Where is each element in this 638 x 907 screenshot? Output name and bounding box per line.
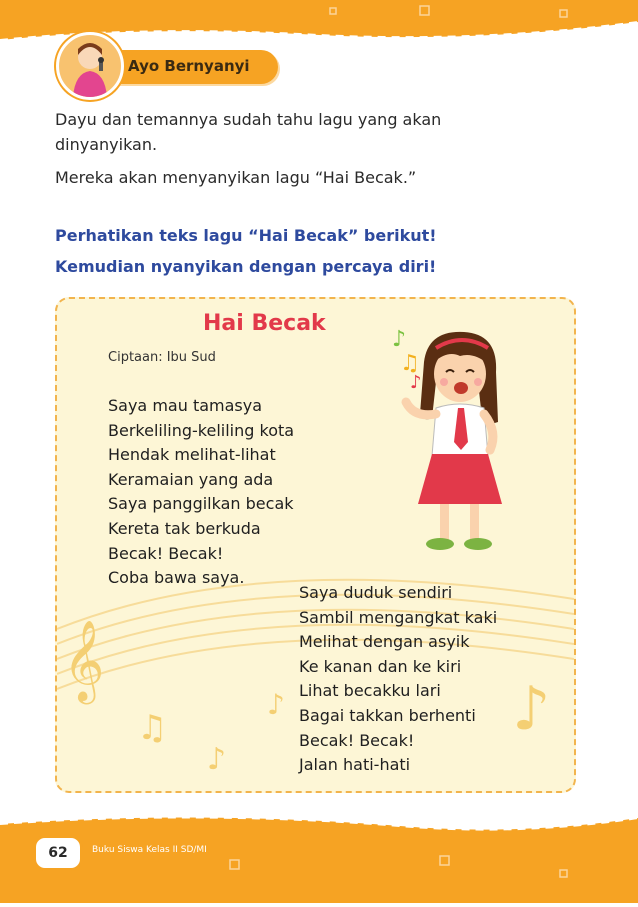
- singer-avatar: [56, 32, 124, 100]
- song-author: Ciptaan: Ibu Sud: [108, 350, 216, 365]
- instruction-line-2: Kemudian nyanyikan dengan percaya diri!: [55, 257, 437, 276]
- lyric-line: Saya duduk sendiri: [299, 583, 453, 602]
- lyric-line: Sambil mengangkat kaki: [299, 607, 498, 627]
- page-number: 62: [33, 835, 83, 871]
- song-verse-1: [108, 394, 294, 591]
- lyric-line: Kereta tak berkuda: [108, 518, 261, 538]
- svg-text:♫: ♫: [137, 708, 168, 748]
- page-footer: [0, 810, 638, 903]
- svg-text:♫: ♫: [400, 351, 420, 376]
- section-header-badge: [112, 50, 278, 84]
- intro-line-3: Mereka akan menyanyikan lagu “Hai Becak.”: [55, 168, 417, 187]
- intro-line-2: dinyanyikan.: [55, 135, 158, 154]
- song-verse-2: [299, 581, 497, 778]
- singing-girl-illustration: [378, 322, 518, 576]
- svg-text:♪: ♪: [392, 327, 407, 352]
- lyric-line: Jalan hati-hati: [299, 755, 411, 775]
- lyric-line: Coba bawa saya.: [108, 568, 245, 588]
- lyric-line: Hendak melihat-lihat: [108, 445, 276, 465]
- svg-text:𝄞: 𝄞: [63, 619, 105, 701]
- lyric-line: Becak! Becak!: [108, 543, 224, 563]
- svg-text:♪: ♪: [267, 688, 285, 721]
- song-title: Hai Becak: [203, 311, 326, 336]
- lyric-line: Becak! Becak!: [299, 730, 415, 750]
- svg-text:♪: ♪: [207, 742, 227, 777]
- lyric-line: Lihat becakku lari: [299, 681, 441, 701]
- lyric-line: Saya mau tamasya: [108, 396, 263, 415]
- lyric-line: Ke kanan dan ke kiri: [299, 656, 462, 676]
- lyric-line: Bagai takkan berhenti: [299, 705, 476, 725]
- svg-text:♪: ♪: [410, 372, 422, 393]
- intro-line-1: Dayu dan temannya sudah tahu lagu yang akan: [55, 110, 442, 129]
- lyric-line: Saya panggilkan becak: [108, 494, 294, 514]
- lyric-line: Melihat dengan asyik: [299, 632, 470, 652]
- lyric-line: Berkeliling-keliling kota: [108, 420, 295, 440]
- section-title: Ayo Bernyanyi: [128, 57, 250, 75]
- book-title: Buku Siswa Kelas II SD/MI: [92, 845, 207, 855]
- svg-text:♪: ♪: [512, 674, 551, 744]
- instruction-line-1: Perhatikan teks lagu “Hai Becak” berikut!: [55, 226, 437, 245]
- lyric-line: Keramaian yang ada: [108, 469, 274, 489]
